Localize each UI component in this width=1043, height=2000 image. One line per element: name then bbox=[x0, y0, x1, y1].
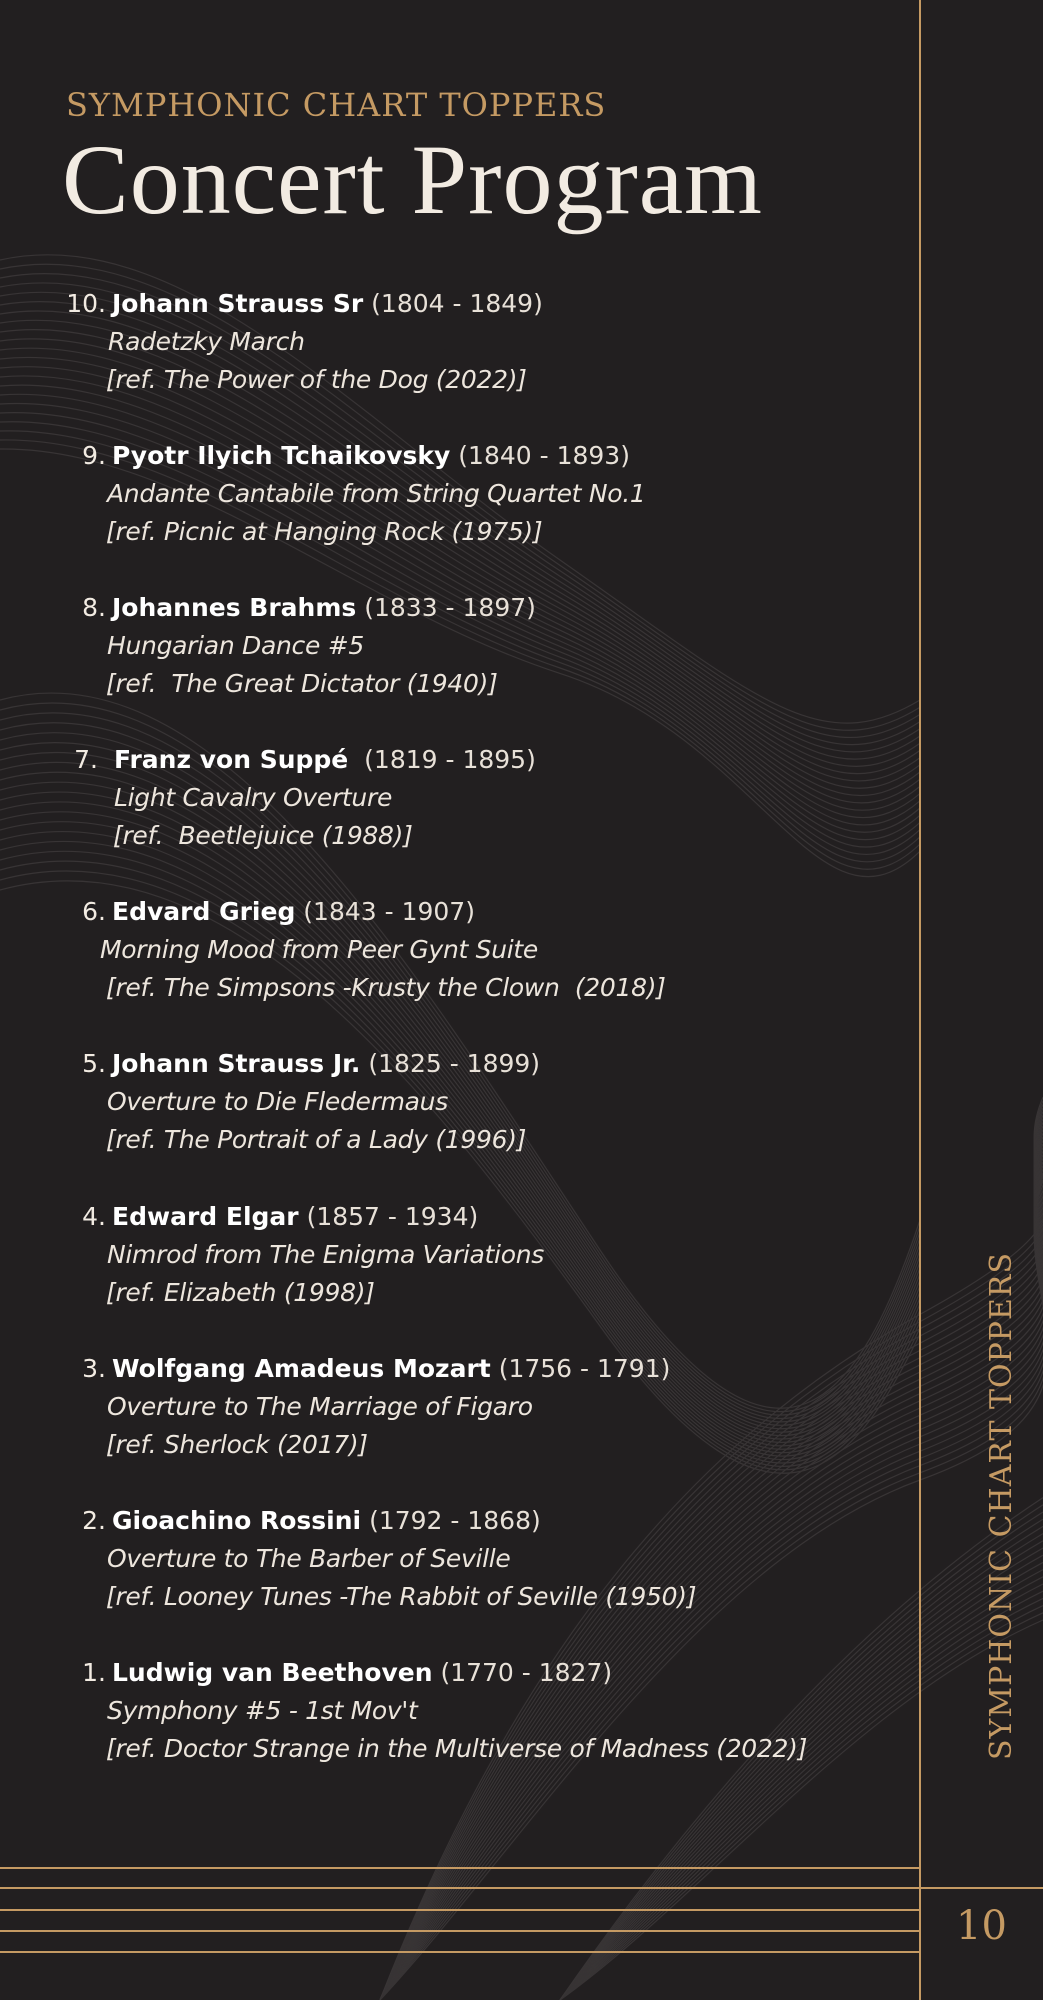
piece-title: Overture to The Barber of Seville bbox=[107, 1544, 511, 1573]
vertical-section-label: SYMPHONIC CHART TOPPERS bbox=[984, 1251, 1019, 1760]
composer-name: Gioachino Rossini bbox=[112, 1506, 362, 1535]
composer-name: Ludwig van Beethoven bbox=[112, 1658, 433, 1687]
program-entry bbox=[0, 1198, 880, 1312]
piece-title: Hungarian Dance #5 bbox=[107, 631, 364, 660]
gold-staff-line bbox=[0, 1867, 919, 1869]
film-reference: [ref. Looney Tunes -The Rabbit of Seville (1950)] bbox=[106, 1582, 697, 1611]
program-entry bbox=[0, 1502, 880, 1616]
page-number: 10 bbox=[956, 1903, 1007, 1949]
piece-title: Overture to The Marriage of Figaro bbox=[107, 1392, 533, 1421]
piece-title: Nimrod from The Enigma Variations bbox=[107, 1240, 544, 1269]
program-entry bbox=[0, 589, 880, 703]
program-entry bbox=[0, 893, 880, 1007]
composer-years: (1819 - 1895) bbox=[364, 745, 536, 774]
entry-number: 9. bbox=[82, 441, 106, 470]
entry-number: 6. bbox=[82, 897, 106, 926]
film-reference: [ref. Elizabeth (1998)] bbox=[106, 1278, 375, 1307]
piece-title: Radetzky March bbox=[108, 327, 305, 356]
composer-years: (1857 - 1934) bbox=[306, 1202, 479, 1231]
composer-name: Johannes Brahms bbox=[112, 593, 357, 622]
film-reference: [ref. The Power of the Dog (2022)] bbox=[106, 365, 527, 394]
piece-title: Light Cavalry Overture bbox=[114, 783, 393, 812]
composer-name: Pyotr Ilyich Tchaikovsky bbox=[112, 441, 451, 470]
film-reference: [ref. Beetlejuice (1988)] bbox=[113, 821, 413, 850]
composer-years: (1792 - 1868) bbox=[369, 1506, 541, 1535]
program-entry bbox=[0, 741, 880, 855]
gold-staff-line bbox=[0, 1951, 919, 1953]
piece-title: Andante Cantabile from String Quartet No.1 bbox=[107, 479, 646, 508]
film-reference: [ref. The Simpsons -Krusty the Clown (2018)] bbox=[106, 973, 666, 1002]
program-entry bbox=[0, 285, 880, 399]
section-kicker: SYMPHONIC CHART TOPPERS bbox=[66, 86, 607, 124]
entry-number: 10. bbox=[66, 289, 106, 318]
program-entry bbox=[0, 1654, 880, 1768]
composer-years: (1840 - 1893) bbox=[458, 441, 630, 470]
gold-staff-line bbox=[0, 1887, 1043, 1889]
entry-number: 5. bbox=[82, 1049, 106, 1078]
composer-years: (1770 - 1827) bbox=[440, 1658, 613, 1687]
entry-number: 8. bbox=[82, 593, 106, 622]
composer-years: (1825 - 1899) bbox=[368, 1049, 541, 1078]
composer-years: (1833 - 1897) bbox=[364, 593, 536, 622]
composer-years: (1843 - 1907) bbox=[303, 897, 475, 926]
composer-name: Wolfgang Amadeus Mozart bbox=[112, 1354, 491, 1383]
composer-years: (1756 - 1791) bbox=[498, 1354, 671, 1383]
film-reference: [ref. The Portrait of a Lady (1996)] bbox=[106, 1125, 527, 1154]
entry-number: 2. bbox=[82, 1506, 106, 1535]
entry-number: 1. bbox=[82, 1658, 106, 1687]
gold-staff-line bbox=[0, 1909, 919, 1911]
program-entry bbox=[0, 1045, 880, 1159]
entry-number: 7. bbox=[74, 745, 98, 774]
gold-staff-line bbox=[0, 1930, 919, 1932]
composer-name: Franz von Suppé bbox=[114, 745, 349, 774]
film-reference: [ref. Picnic at Hanging Rock (1975)] bbox=[106, 517, 543, 546]
piece-title: Morning Mood from Peer Gynt Suite bbox=[100, 935, 539, 964]
composer-name: Johann Strauss Sr bbox=[112, 289, 364, 318]
film-reference: [ref. Doctor Strange in the Multiverse of Madness (2022)] bbox=[106, 1734, 808, 1763]
film-reference: [ref. Sherlock (2017)] bbox=[106, 1430, 368, 1459]
composer-years: (1804 - 1849) bbox=[371, 289, 543, 318]
entry-number: 4. bbox=[82, 1202, 106, 1231]
piece-title: Overture to Die Fledermaus bbox=[107, 1087, 448, 1116]
composer-name: Johann Strauss Jr. bbox=[112, 1049, 361, 1078]
composer-name: Edvard Grieg bbox=[112, 897, 296, 926]
film-reference: [ref. The Great Dictator (1940)] bbox=[106, 669, 498, 698]
page-title: Concert Program bbox=[62, 124, 763, 235]
entry-number: 3. bbox=[82, 1354, 106, 1383]
gold-vertical-rule bbox=[919, 0, 921, 2000]
piece-title: Symphony #5 - 1st Mov't bbox=[107, 1696, 418, 1725]
program-entry bbox=[0, 1350, 880, 1464]
composer-name: Edward Elgar bbox=[112, 1202, 299, 1231]
program-entry bbox=[0, 437, 880, 551]
